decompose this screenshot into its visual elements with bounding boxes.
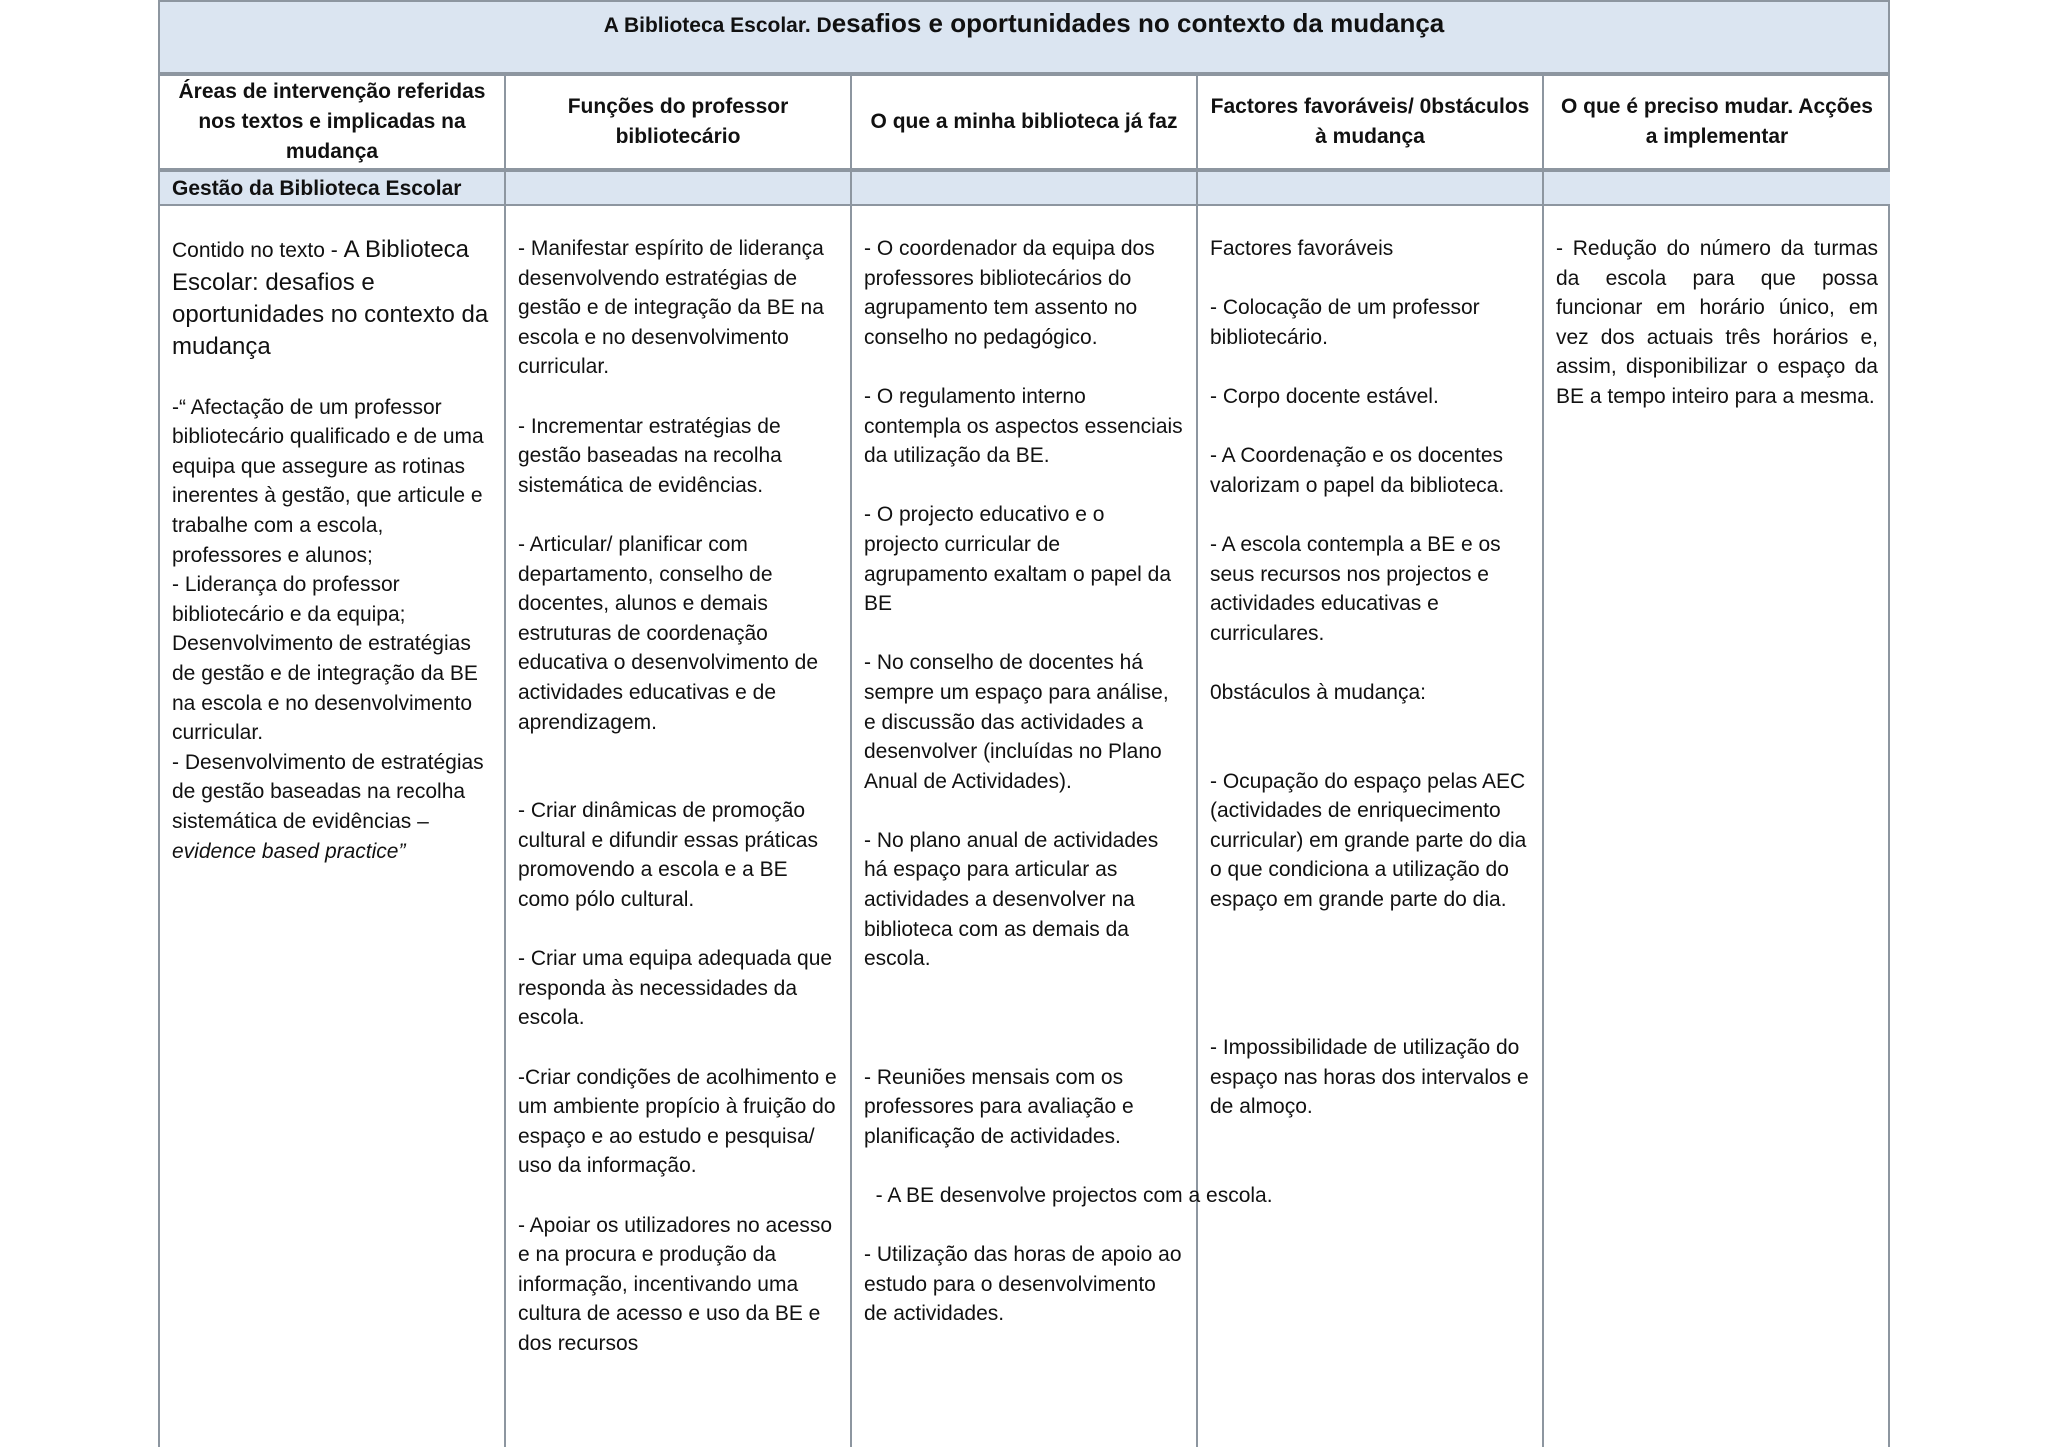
obstacles-title: 0bstáculos à mudança: — [1210, 680, 1426, 704]
list-item: - Corpo docente estável. — [1210, 384, 1439, 408]
list-item: -Criar condições de acolhimento e um ambiente propício à fruição do espaço e ao estudo e pesquisa/ uso da informação. — [518, 1065, 837, 1178]
list-item: - O regulamento interno contempla os aspectos essenciais da utilização da BE. — [864, 384, 1183, 468]
list-item: - Manifestar espírito de liderança desenvolvendo estratégias de gestão e de integração da BE na escola e no desenvolvimento curricular. — [518, 237, 824, 379]
list-item: - A Coordenação e os docentes valorizam o papel da biblioteca. — [1210, 444, 1505, 497]
cell-factors — [1198, 206, 1542, 1122]
list-item: - No plano anual de actividades há espaço para articular as actividades a desenvolver na biblioteca com as demais da escola. — [864, 828, 1159, 971]
list-item: - Apoiar os utilizadores no acesso e na procura e produção da informação, incentivando uma cultura de acesso e uso da BE e dos recursos — [518, 1213, 833, 1355]
header-functions: Funções do professor bibliotecário — [506, 76, 850, 172]
cell-library-does — [852, 206, 1273, 1329]
intro-prefix: Contido no texto - — [172, 239, 344, 262]
list-item: - O projecto educativo e o projecto curricular de agrupamento exaltam o papel da BE — [864, 503, 1172, 616]
table-grid — [160, 76, 1888, 1447]
cell-actions — [1544, 206, 1890, 412]
cell-areas — [160, 206, 504, 866]
column-library-does — [852, 76, 1273, 1447]
document-title — [160, 0, 1888, 76]
list-item: - Criar uma equipa adequada que responda às necessidades da escola. — [518, 947, 833, 1030]
header-library-does: O que a minha biblioteca já faz — [852, 76, 1196, 172]
list-item: - Criar dinâmicas de promoção cultural e difundir essas práticas promovendo a escola e a BE como pólo cultural. — [518, 799, 818, 912]
list-item: - Utilização das horas de apoio ao estudo para o desenvolvimento de actividades. — [864, 1243, 1182, 1326]
section-fill-2 — [506, 172, 850, 206]
column-functions — [506, 76, 852, 1447]
cell-functions — [506, 206, 850, 1359]
header-areas: Áreas de intervenção referidas nos textos e implicadas na mudança — [160, 76, 504, 172]
header-actions: O que é preciso mudar. Acções a implementar — [1544, 76, 1890, 172]
intro-text — [172, 234, 492, 363]
header-factors: Factores favoráveis/ 0bstáculos à mudança — [1198, 76, 1542, 172]
list-item: - O coordenador da equipa dos professores bibliotecários do agrupamento tem assento no conselho no pedagógico. — [864, 237, 1155, 349]
list-item: - Reuniões mensais com os professores para avaliação e planificação de actividades. — [864, 1065, 1134, 1148]
list-item: - No conselho de docentes há sempre um espaço para análise, e discussão das actividades a desenvolver (incluídas no Plano Anual de Actividades). — [864, 651, 1169, 793]
column-areas — [160, 76, 506, 1447]
column-actions — [1544, 76, 1890, 1447]
title-part-1: A Biblioteca Escolar. D — [603, 14, 832, 37]
list-item: - Colocação de um professor bibliotecário. — [1210, 296, 1480, 349]
action-text: - Redução do número da turmas da escola para que possa funcionar em horário único, em vez dos actuais três horários e, assim, disponibilizar o espaço da BE a tempo inteiro para a mesma. — [1556, 237, 1878, 408]
section-fill-3 — [852, 172, 1196, 206]
list-item: - A BE desenvolve projectos com a escola. — [864, 1184, 1273, 1207]
quote-main: -“ Afectação de um professor bibliotecário qualificado e de uma equipa que assegure as rotinas inerentes à gestão, que articule e trabalhe com a escola, professores e alunos; - Liderança do professor bibliotecário e da equipa; Desenvolvimento de estratégias de gestão e de integração da BE na escola e no desenvolvimento curricular. - Desenvolvimento de estratégias de gestão baseadas na recolha sistemática de evidências – — [172, 395, 484, 833]
favorable-title: Factores favoráveis — [1210, 237, 1394, 260]
title-part-2: esafios e oportunidades no contexto da mudança — [831, 8, 1445, 38]
list-item: - Incrementar estratégias de gestão baseadas na recolha sistemática de evidências. — [518, 414, 782, 497]
list-item: - Ocupação do espaço pelas AEC (actividades de enriquecimento curricular) em grande parte do dia o que condiciona a utilização do espaço em grande parte do dia. — [1210, 769, 1527, 912]
section-fill-4 — [1198, 172, 1542, 206]
list-item: - Impossibilidade de utilização do espaço nas horas dos intervalos e de almoço. — [1210, 1036, 1529, 1119]
quote-text — [172, 393, 492, 867]
intro-title: A Biblioteca Escolar: desafios e oportunidades no contexto da mudança — [172, 236, 489, 360]
list-item: - A escola contempla a BE e os seus recursos nos projectos e actividades educativas e curriculares. — [1210, 532, 1501, 645]
quote-italic: evidence based practice” — [172, 839, 406, 863]
document-table — [158, 0, 1890, 1447]
section-label: Gestão da Biblioteca Escolar — [160, 172, 504, 206]
column-factors — [1198, 76, 1544, 1447]
section-fill-5 — [1544, 172, 1890, 206]
list-item: - Articular/ planificar com departamento, conselho de docentes, alunos e demais estruturas de coordenação educativa o desenvolvimento de actividades educativas e de aprendizagem. — [518, 532, 819, 734]
